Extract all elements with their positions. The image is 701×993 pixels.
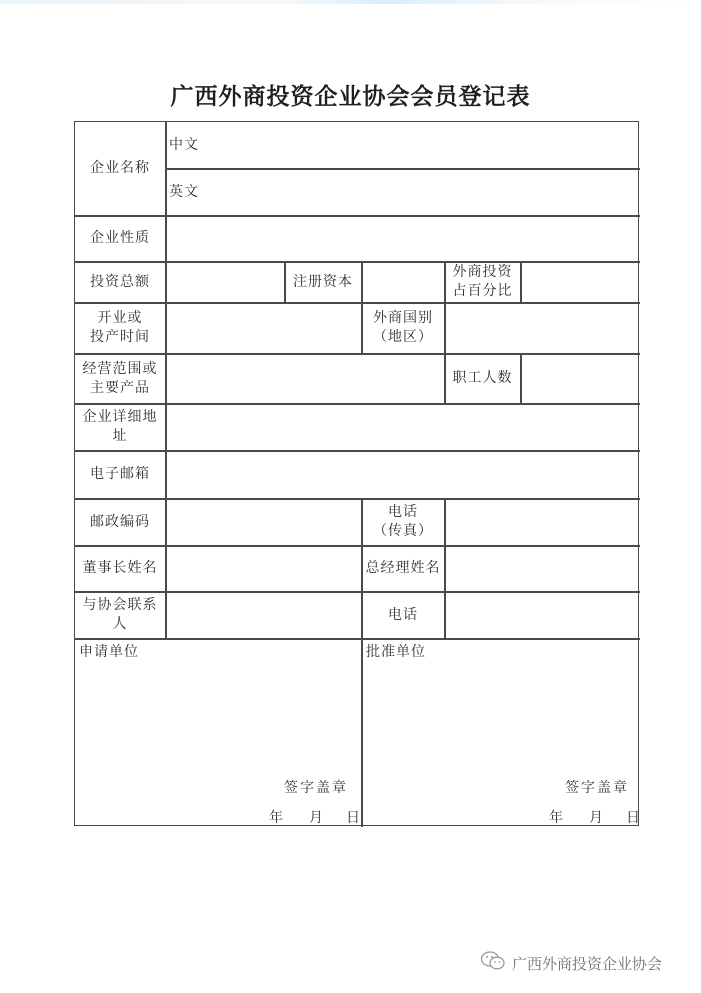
contact-phone-field[interactable] <box>445 592 640 638</box>
employees-field[interactable] <box>521 354 640 403</box>
foreign-share-label <box>445 262 520 302</box>
chairman-label: 董事长姓名 <box>82 560 158 576</box>
opening-time-label-line2: 投产时间 <box>90 329 150 345</box>
business-scope-label-line2: 主要产品 <box>90 379 150 396</box>
phone-fax-label-line2: （传真） <box>373 523 433 539</box>
contact-label <box>75 592 165 638</box>
business-scope-label <box>75 354 165 403</box>
registered-capital-field[interactable] <box>362 262 444 302</box>
phone-fax-label-line1: 电话 <box>388 504 418 520</box>
page-title: 广西外商投资企业协会会员登记表 <box>170 83 531 110</box>
employees-label: 职工人数 <box>452 370 513 386</box>
address-label-line1: 企业详细地 <box>82 409 158 425</box>
total-investment-label: 投资总额 <box>90 273 150 290</box>
postal-code-field[interactable] <box>166 499 361 545</box>
company-nature-label: 企业性质 <box>90 230 150 246</box>
foreign-country-label-line2: （地区） <box>373 329 433 345</box>
phone-fax-field[interactable] <box>445 499 640 545</box>
address-label-line2: 址 <box>112 428 128 444</box>
opening-time-label <box>75 303 165 353</box>
company-name-en-label: 英文 <box>169 183 199 200</box>
email-field[interactable] <box>166 451 640 498</box>
foreign-country-label-line1: 外商国别 <box>373 310 433 326</box>
email-label: 电子邮箱 <box>90 466 150 482</box>
approver-sign-seal-label: 签字盖章 <box>565 780 629 796</box>
company-name-en-field[interactable] <box>166 169 640 215</box>
phone-fax-label <box>362 499 444 545</box>
address-label <box>75 404 165 450</box>
foreign-country-field[interactable] <box>445 303 640 353</box>
opening-time-label-line1: 开业或 <box>97 310 143 326</box>
general-manager-field[interactable] <box>445 546 640 591</box>
company-name-cn-field[interactable] <box>166 122 640 168</box>
approver-date-month: 月 <box>589 810 603 826</box>
applicant-label: 申请单位 <box>79 644 139 660</box>
applicant-sign-seal-label: 签字盖章 <box>284 780 348 796</box>
contact-phone-label: 电话 <box>388 606 418 623</box>
applicant-date-month: 月 <box>309 810 323 826</box>
approver-label: 批准单位 <box>366 644 426 660</box>
contact-label-line1: 与协会联系 <box>82 597 158 613</box>
registration-form-table <box>74 121 639 826</box>
company-name-label: 企业名称 <box>90 160 150 176</box>
applicant-date-day: 日 <box>346 810 360 826</box>
approver-date-year: 年 <box>549 810 563 826</box>
foreign-share-label-line2: 占百分比 <box>452 283 513 299</box>
opening-time-field[interactable] <box>166 303 361 353</box>
foreign-share-field[interactable] <box>521 262 640 302</box>
top-edge-strip <box>0 0 701 4</box>
approver-section[interactable] <box>362 639 640 827</box>
contact-label-line2: 人 <box>112 616 128 632</box>
wechat-icon <box>480 950 506 976</box>
applicant-section[interactable] <box>75 639 361 827</box>
applicant-date-year: 年 <box>269 810 283 826</box>
address-field[interactable] <box>166 404 640 450</box>
contact-field[interactable] <box>166 592 361 638</box>
approver-date-day: 日 <box>626 810 640 826</box>
wechat-account-name: 广西外商投资企业协会 <box>512 954 663 973</box>
business-scope-field[interactable] <box>166 354 444 403</box>
foreign-share-label-line1: 外商投资 <box>452 264 513 280</box>
postal-code-label: 邮政编码 <box>90 513 150 530</box>
wechat-account-watermark <box>480 950 662 976</box>
business-scope-label-line1: 经营范围或 <box>82 360 158 377</box>
foreign-country-label <box>362 303 444 353</box>
company-nature-field[interactable] <box>166 216 640 261</box>
company-name-cn-label: 中文 <box>169 136 199 153</box>
registered-capital-label: 注册资本 <box>293 273 353 290</box>
chairman-field[interactable] <box>166 546 361 591</box>
general-manager-label: 总经理姓名 <box>365 560 441 576</box>
total-investment-field[interactable] <box>166 262 284 302</box>
